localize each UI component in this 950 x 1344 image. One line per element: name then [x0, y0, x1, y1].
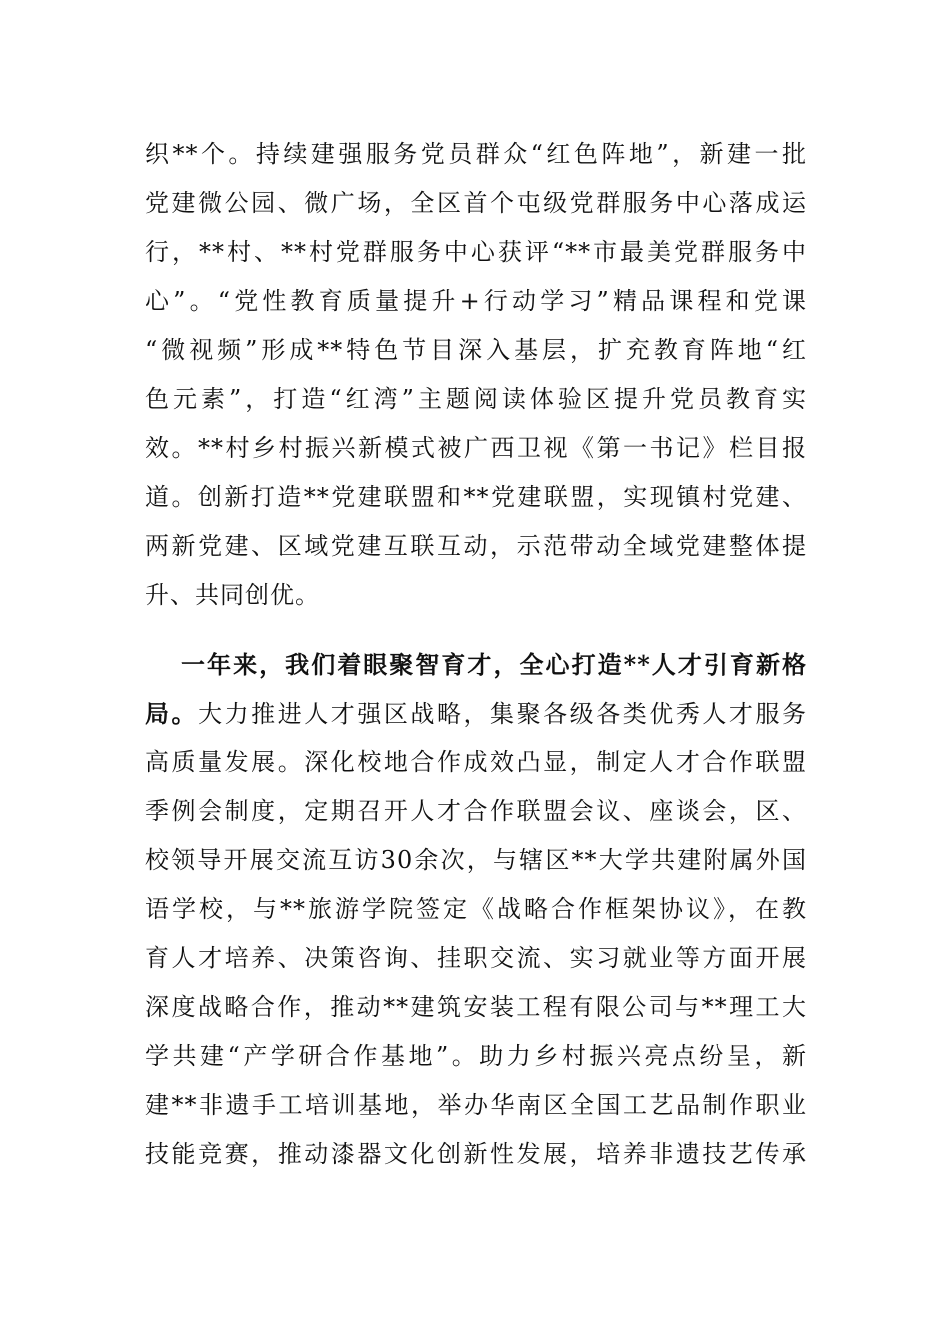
- paragraph-line: 道。创新打造**党建联盟和**党建联盟，实现镇村党建、: [145, 483, 807, 511]
- paragraph-line: 高质量发展。深化校地合作成效凸显，制定人才合作联盟: [145, 748, 807, 776]
- paragraph-line: 行，**村、**村党群服务中心获评“**市最美党群服务中: [145, 238, 807, 266]
- paragraph-line: 心”。“党性教育质量提升+行动学习”精品课程和党课: [145, 287, 807, 315]
- paragraph-heading-line: 一年来，我们着眼聚智育才，全心打造**人才引育新格: [181, 650, 807, 679]
- paragraph-line: 织**个。持续建强服务党员群众“红色阵地”，新建一批: [145, 140, 807, 168]
- paragraph-2: [145, 640, 807, 1179]
- paragraph-line: 效。**村乡村振兴新模式被广西卫视《第一书记》栏目报: [145, 434, 807, 462]
- paragraph-line: 季例会制度，定期召开人才合作联盟会议、座谈会，区、: [145, 797, 807, 825]
- paragraph-1: [145, 130, 807, 620]
- paragraph-line: 学共建“产学研合作基地”。助力乡村振兴亮点纷呈，新: [145, 1042, 807, 1070]
- paragraph-line: 两新党建、区域党建互联互动，示范带动全域党建整体提: [145, 532, 807, 560]
- paragraph-heading-end: 局。: [145, 699, 199, 728]
- paragraph-line: “微视频”形成**特色节目深入基层，扩充教育阵地“红: [145, 336, 807, 364]
- paragraph-line-rest: 大力推进人才强区战略，集聚各级各类优秀人才服务: [198, 700, 808, 728]
- paragraph-line: 色元素”，打造“红湾”主题阅读体验区提升党员教育实: [145, 385, 807, 413]
- paragraph-line: 语学校，与**旅游学院签定《战略合作框架协议》，在教: [145, 895, 807, 923]
- paragraph-line: 技能竞赛，推动漆器文化创新性发展，培养非遗技艺传承: [145, 1140, 807, 1168]
- paragraph-line: 升、共同创优。: [145, 581, 320, 609]
- paragraph-line: 建**非遗手工培训基地，举办华南区全国工艺品制作职业: [145, 1091, 807, 1119]
- paragraph-line: 深度战略合作，推动**建筑安装工程有限公司与**理工大: [145, 993, 807, 1021]
- paragraph-line: 党建微公园、微广场，全区首个屯级党群服务中心落成运: [145, 189, 807, 217]
- paragraph-line: 育人才培养、决策咨询、挂职交流、实习就业等方面开展: [145, 944, 807, 972]
- paragraph-line: 校领导开展交流互访30余次，与辖区**大学共建附属外国: [145, 846, 807, 874]
- paragraph-line: [145, 689, 807, 738]
